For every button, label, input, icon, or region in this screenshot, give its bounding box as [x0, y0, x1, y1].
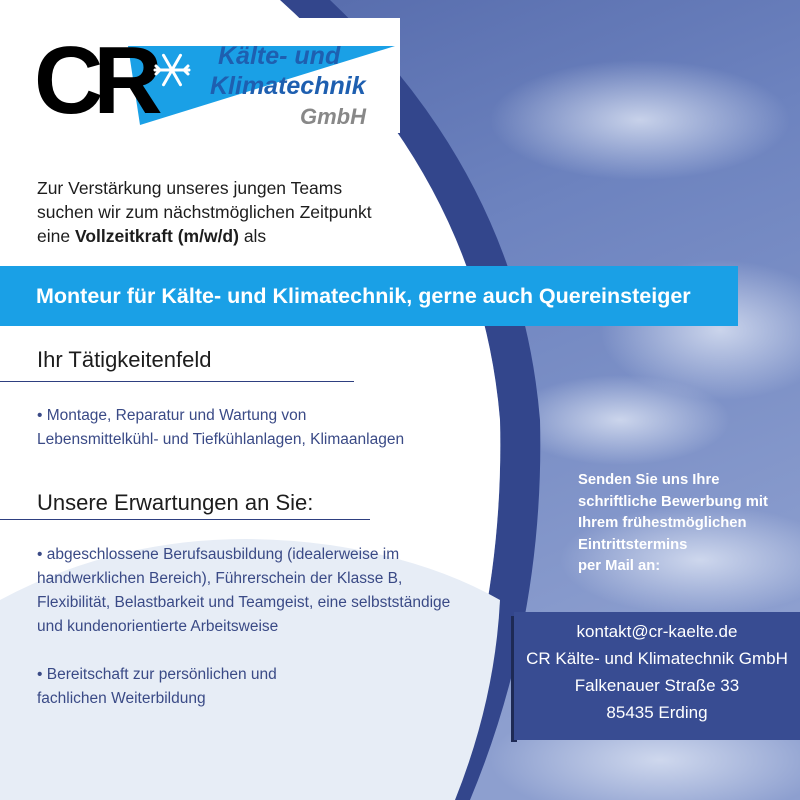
company-logo: [30, 18, 400, 133]
apply-line: schriftliche Bewerbung mit: [578, 493, 768, 510]
intro-line: suchen wir zum nächstmöglichen Zeitpunkt: [37, 202, 372, 222]
logo-graphic: [30, 18, 400, 133]
apply-line: Senden Sie uns Ihre: [578, 472, 720, 488]
application-note: [578, 470, 793, 578]
spacer: [37, 639, 507, 663]
logo-line3: GmbH: [300, 104, 366, 129]
expectation-line: • Bereitschaft zur persönlichen und: [37, 666, 277, 683]
expectation-line: • abgeschlossene Berufsausbildung (idealerweise im: [37, 546, 400, 563]
expectation-line: Flexibilität, Belastbarkeit und Teamgeist, eine selbstständige: [37, 594, 451, 611]
contact-box: [514, 612, 800, 740]
logo-initials: CR: [34, 27, 153, 133]
intro-line: [37, 224, 477, 248]
expectation-line: handwerklichen Bereich), Führerschein der Klasse B,: [37, 570, 403, 587]
cloud: [510, 375, 730, 465]
contact-city: 85435 Erding: [606, 703, 708, 722]
section-title-expectations: Unsere Erwartungen an Sie:: [37, 490, 314, 515]
position-type: Vollzeitkraft (m/w/d): [74, 226, 239, 246]
logo-line1: Kälte- und: [218, 42, 341, 70]
apply-line: Ihrem frühestmöglichen: [578, 515, 747, 531]
apply-line: Eintrittstermins: [578, 536, 688, 553]
expectation-line: fachlichen Weiterbildung: [37, 690, 206, 707]
intro-post: als: [238, 226, 267, 246]
divider: [0, 519, 370, 520]
contact-email[interactable]: kontakt@cr-kaelte.de: [576, 622, 738, 641]
tasks-text: [37, 404, 497, 452]
expectations-text: [37, 543, 507, 711]
intro-line: Zur Verstärkung unseres jungen Teams: [37, 178, 343, 198]
tasks-line: • Montage, Reparatur und Wartung von: [37, 407, 307, 424]
divider: [0, 381, 354, 382]
contact-company: CR Kälte- und Klimatechnik GmbH: [526, 649, 788, 668]
job-title-banner: [0, 266, 738, 326]
contact-street: Falkenauer Straße 33: [574, 676, 740, 695]
job-title: Monteur für Kälte- und Klimatechnik, gerne auch Quereinsteiger: [36, 284, 691, 308]
tasks-line: Lebensmittelkühl- und Tiefkühlanlagen, Klimaanlagen: [37, 431, 405, 448]
logo-line2: Klimatechnik: [210, 72, 366, 100]
expectation-line: und kundenorientierte Arbeitsweise: [37, 618, 279, 635]
section-title-tasks: Ihr Tätigkeitenfeld: [37, 347, 212, 372]
intro-pre: eine: [37, 226, 75, 246]
apply-line: per Mail an:: [578, 558, 661, 574]
cloud: [490, 60, 790, 180]
intro-text: [37, 176, 477, 248]
